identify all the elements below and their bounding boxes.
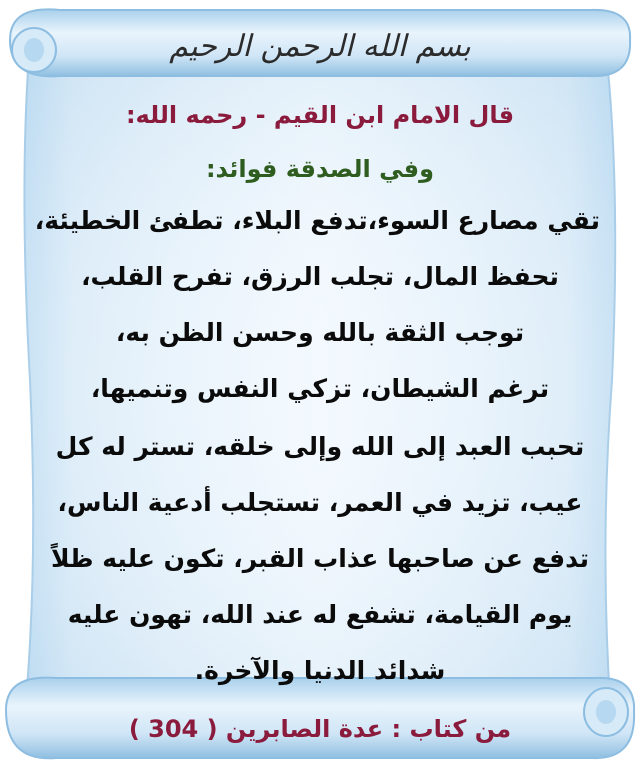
quote-subheading: وفي الصدقة فوائد: xyxy=(205,155,435,183)
basmala-calligraphy: بسم الله الرحمن الرحيم xyxy=(169,29,471,64)
body-line-4: ترغم الشيطان، تزكي النفس وتنميها، xyxy=(90,374,550,403)
body-line-3: توجب الثقة بالله وحسن الظن به، xyxy=(115,318,525,347)
body-line-5: تحبب العبد إلى الله وإلى خلقه، تستر له كل xyxy=(55,432,585,461)
source-citation: من كتاب : عدة الصابرين ( 304 ) xyxy=(128,715,512,743)
body-line-2: تحفظ المال، تجلب الرزق، تفرح القلب، xyxy=(81,262,559,291)
quote-heading: قال الامام ابن القيم - رحمه الله: xyxy=(125,101,515,129)
body-line-9: شدائد الدنيا والآخرة. xyxy=(194,656,446,685)
body-line-7: تدفع عن صاحبها عذاب القبر، تكون عليه ظلاً xyxy=(51,544,589,573)
body-line-1: تقي مصارع السوء،تدفع البلاء، تطفئ الخطيئة، xyxy=(34,206,600,235)
body-line-6: عيب، تزيد في العمر، تستجلب أدعية الناس، xyxy=(57,488,583,517)
body-line-8: يوم القيامة، تشفع له عند الله، تهون عليه xyxy=(67,600,573,629)
